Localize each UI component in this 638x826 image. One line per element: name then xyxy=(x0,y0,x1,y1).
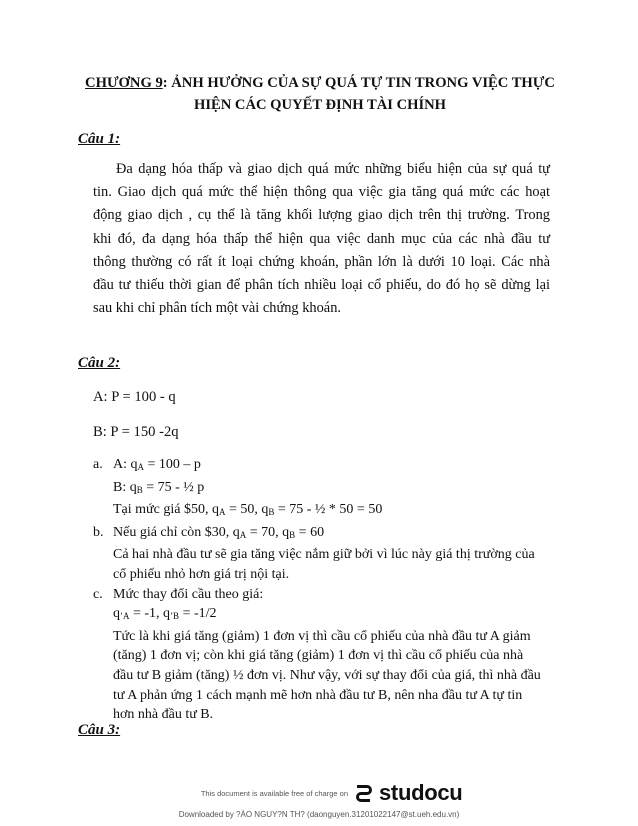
question-2-heading xyxy=(78,355,120,372)
studocu-wordmark: studocu xyxy=(379,780,463,805)
answer-line xyxy=(113,565,563,585)
paragraph-line: sau khi chỉ phân tích một vài chứng khoán. xyxy=(93,300,341,317)
paragraph-line: khi đó, đa dạng hóa thấp thể hiện qua việc danh mục của các nhà đầu tư xyxy=(93,230,550,247)
subscript: B xyxy=(136,484,143,495)
answer-line xyxy=(113,585,563,605)
text-run: A: q xyxy=(113,457,138,472)
answer-line xyxy=(113,455,563,478)
subscript: ’A xyxy=(120,611,130,622)
question-1-heading: Câu 1: xyxy=(78,131,121,147)
text-run: Cả hai nhà đầu tư sẽ gia tăng việc nắm giữ bởi vì lúc này giá thị trường của xyxy=(113,547,535,563)
text-run: tư A phản ứng 1 cách mạnh mẽ hơn nhà đầu tư B, nên nha đầu tư A tự tin xyxy=(113,687,523,703)
text-run: cổ phiếu nhỏ hơn giá trị nội tại. xyxy=(113,566,290,582)
answer-item-body xyxy=(113,455,563,523)
studocu-mark-icon xyxy=(353,782,375,804)
question-1-answer xyxy=(93,158,550,320)
question-2-heading-colon: : xyxy=(115,355,121,371)
text-run: (tăng) 1 đơn vị; còn khi giá tăng (giảm) 1 đơn vị thì cầu cổ phiếu của nhà xyxy=(113,648,524,664)
answer-item xyxy=(93,455,563,523)
chapter-title xyxy=(60,72,580,116)
chapter-title-line-2: HIỆN CÁC QUYẾT ĐỊNH TÀI CHÍNH xyxy=(193,97,447,113)
text-run: Tức là khi giá tăng (giảm) 1 đơn vị thì cầu cổ phiếu của nhà đầu tư A giảm xyxy=(113,628,531,644)
subscript: ’B xyxy=(170,611,180,622)
text-run: = 60 xyxy=(295,524,325,540)
text-run: = 100 – p xyxy=(144,457,201,472)
list-marker: a. xyxy=(93,457,103,472)
text-run: Nếu giá chỉ còn $30, q xyxy=(113,524,240,540)
question-2-answers xyxy=(93,455,563,725)
text-run: = 75 - ½ * 50 = 50 xyxy=(274,502,383,518)
answer-item xyxy=(93,523,563,585)
text-run: = 50, q xyxy=(225,502,269,518)
paragraph-line: thông thường có rất ít loại chứng khoán, phần lớn là dưới 10 loại. Các nhà xyxy=(93,253,550,270)
answer-line xyxy=(113,686,563,706)
list-marker: c. xyxy=(93,586,103,602)
text-run: đầu tư B giảm (tăng) ½ đơn vị. Như vậy, với sự thay đổi của giá, thì nhà đầu xyxy=(113,667,541,683)
text-run: = -1, q xyxy=(129,606,171,622)
subscript: A xyxy=(218,507,226,518)
studocu-logo[interactable] xyxy=(353,780,462,806)
list-marker: b. xyxy=(93,524,104,540)
answer-line xyxy=(113,627,563,647)
subscript: B xyxy=(268,507,275,518)
answer-line xyxy=(113,646,563,666)
answer-line xyxy=(113,705,563,725)
answer-line xyxy=(113,604,563,627)
availability-note: This document is available free of charge on xyxy=(200,789,348,798)
chapter-title-text: : ẢNH HƯỞNG CỦA SỰ QUÁ TỰ TIN TRONG VIỆC THỰC xyxy=(162,75,555,91)
text-run: Mức thay đổi cầu theo giá: xyxy=(113,586,264,602)
answer-line xyxy=(113,500,563,523)
subscript: A xyxy=(239,529,247,540)
subscript: A xyxy=(137,462,144,472)
answer-line xyxy=(113,478,563,501)
chapter-title-line-1 xyxy=(60,72,580,94)
paragraph-line: tin. Giao dịch quá mức thể hiện thông qua việc gia tăng quá mức các hoạt xyxy=(93,184,550,201)
answer-line xyxy=(113,523,563,546)
demand-equation-a: A: P = 100 - q xyxy=(93,389,176,405)
chapter-number: CHƯƠNG 9 xyxy=(85,75,163,91)
subscript: B xyxy=(289,529,296,540)
paragraph-line: Đa dạng hóa thấp và giao dịch quá mức những biểu hiện của sự quá tự xyxy=(116,161,550,177)
answer-line xyxy=(113,545,563,565)
text-run: q xyxy=(113,606,120,622)
answer-item-body xyxy=(113,523,563,585)
answer-line xyxy=(113,666,563,686)
demand-equation-b: B: P = 150 -2q xyxy=(93,424,179,440)
paragraph-line: động giao dịch , cụ thể là tăng khối lượng giao dịch trên thị trường. Trong xyxy=(93,207,550,224)
text-run: = 75 - ½ p xyxy=(142,479,205,495)
question-3-heading: Câu 3: xyxy=(78,722,121,738)
download-attribution: Downloaded by ?ÀO NGUY?N TH? (daonguyen.31201022147@st.ueh.edu.vn) xyxy=(178,810,460,819)
text-run: = 70, q xyxy=(246,524,290,540)
question-2-heading-text: Câu 2 xyxy=(78,355,116,371)
answer-item xyxy=(93,585,563,725)
answer-item-body xyxy=(113,585,563,725)
paragraph-line: đầu tư thiếu thời gian để phân tích nhiều loại cổ phiếu, do đó họ sẽ dừng lại xyxy=(93,277,550,294)
text-run: = -1/2 xyxy=(179,606,217,622)
text-run: hơn nhà đầu tư B. xyxy=(113,707,214,723)
text-run: Tại mức giá $50, q xyxy=(113,502,219,518)
text-run: B: q xyxy=(113,479,137,495)
